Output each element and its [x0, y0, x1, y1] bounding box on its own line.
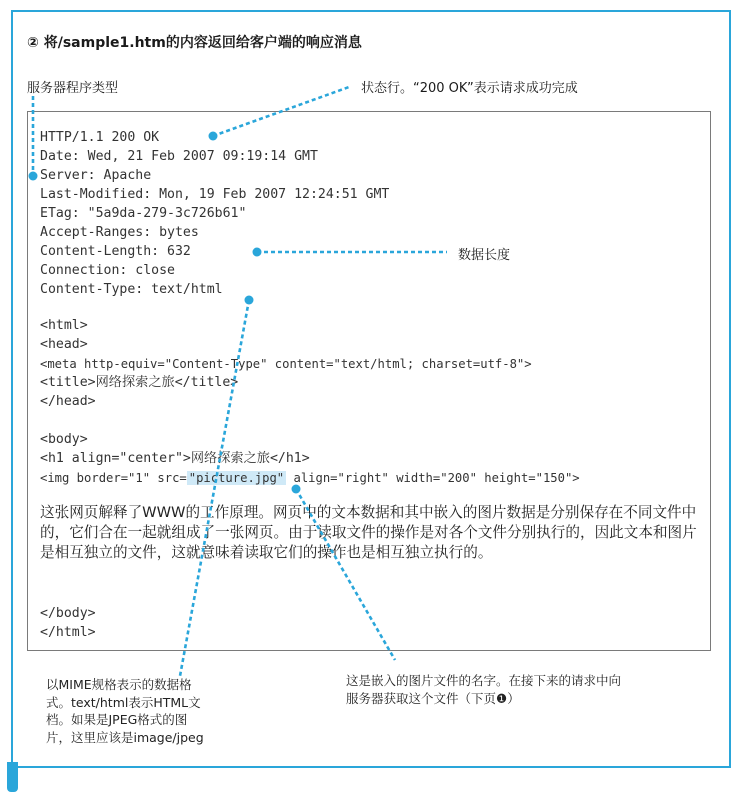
- header-server: Server: Apache: [40, 168, 152, 183]
- header-content-length: Content-Length: 632: [40, 244, 191, 259]
- mime-annotation-line: 片，这里应该是image/jpeg: [46, 729, 204, 745]
- status-line-label: 状态行。“200 OK”表示请求成功完成: [361, 81, 578, 96]
- mime-annotation-line: 以MIME规格表示的数据格: [46, 677, 192, 692]
- image-name-leader: [296, 489, 395, 660]
- data-length-label: 数据长度: [458, 248, 511, 263]
- server-type-label: 服务器程序类型: [27, 81, 119, 96]
- meta-tag: <meta http-equiv="Content-Type" content="text/html; charset=utf-8">: [40, 357, 532, 371]
- title-tag: <title>网络探索之旅</title>: [40, 375, 239, 390]
- h1-tag: <h1 align="center">网络探索之旅</h1>: [40, 451, 310, 466]
- img-src-highlight: "picture.jpg": [188, 471, 285, 485]
- header-etag: ETag: "5a9da-279-3c726b61": [40, 206, 247, 221]
- header-content-type: Content-Type: text/html: [40, 282, 223, 297]
- mime-annotation-line: 式。text/html表示HTML文: [46, 694, 201, 710]
- body-open-tag: <body>: [40, 432, 88, 447]
- header-last-modified: Last-Modified: Mon, 19 Feb 2007 12:24:51 GMT: [40, 187, 390, 202]
- status-line-leader: [213, 87, 349, 136]
- html-open-tag: <html>: [40, 318, 88, 333]
- header-accept-ranges: Accept-Ranges: bytes: [40, 225, 199, 240]
- body-paragraph: 这张网页解释了WWW的工作原理。网页中的文本数据和其中嵌入的图片数据是分别保存在不同文件中的，它们合在一起就组成了一张网页。由于读取文件的操作是对各个文件分别执行的，因此文本和图片是相互独立的文件，这就意味着读取它们的操作也是相互独立执行的。: [40, 504, 697, 561]
- body-close-tag: </body>: [40, 606, 96, 621]
- image-name-annotation-line: 这是嵌入的图片文件的名字。在接下来的请求中向: [346, 673, 622, 688]
- status-line-dot: [209, 132, 218, 141]
- data-length-dot: [253, 248, 262, 257]
- content-type-dot: [245, 296, 254, 305]
- server-type-dot: [29, 172, 38, 181]
- html-close-tag: </html>: [40, 625, 96, 640]
- figure-heading: ② 将/sample1.htm的内容返回给客户端的响应消息: [27, 35, 362, 51]
- image-name-annotation-line: 服务器获取这个文件（下页❶）: [346, 690, 520, 706]
- img-tag-suffix: align="right" width="200" height="150">: [286, 471, 580, 485]
- mime-annotation-line: 档。如果是JPEG格式的图: [46, 712, 188, 727]
- img-tag-prefix: <img border="1" src=: [40, 471, 187, 485]
- header-date: Date: Wed, 21 Feb 2007 09:19:14 GMT: [40, 149, 318, 164]
- head-close-tag: </head>: [40, 394, 96, 409]
- mime-leader: [180, 300, 249, 676]
- head-open-tag: <head>: [40, 337, 88, 352]
- img-src-dot: [292, 485, 301, 494]
- status-line: HTTP/1.1 200 OK: [40, 130, 160, 145]
- header-connection: Connection: close: [40, 263, 175, 278]
